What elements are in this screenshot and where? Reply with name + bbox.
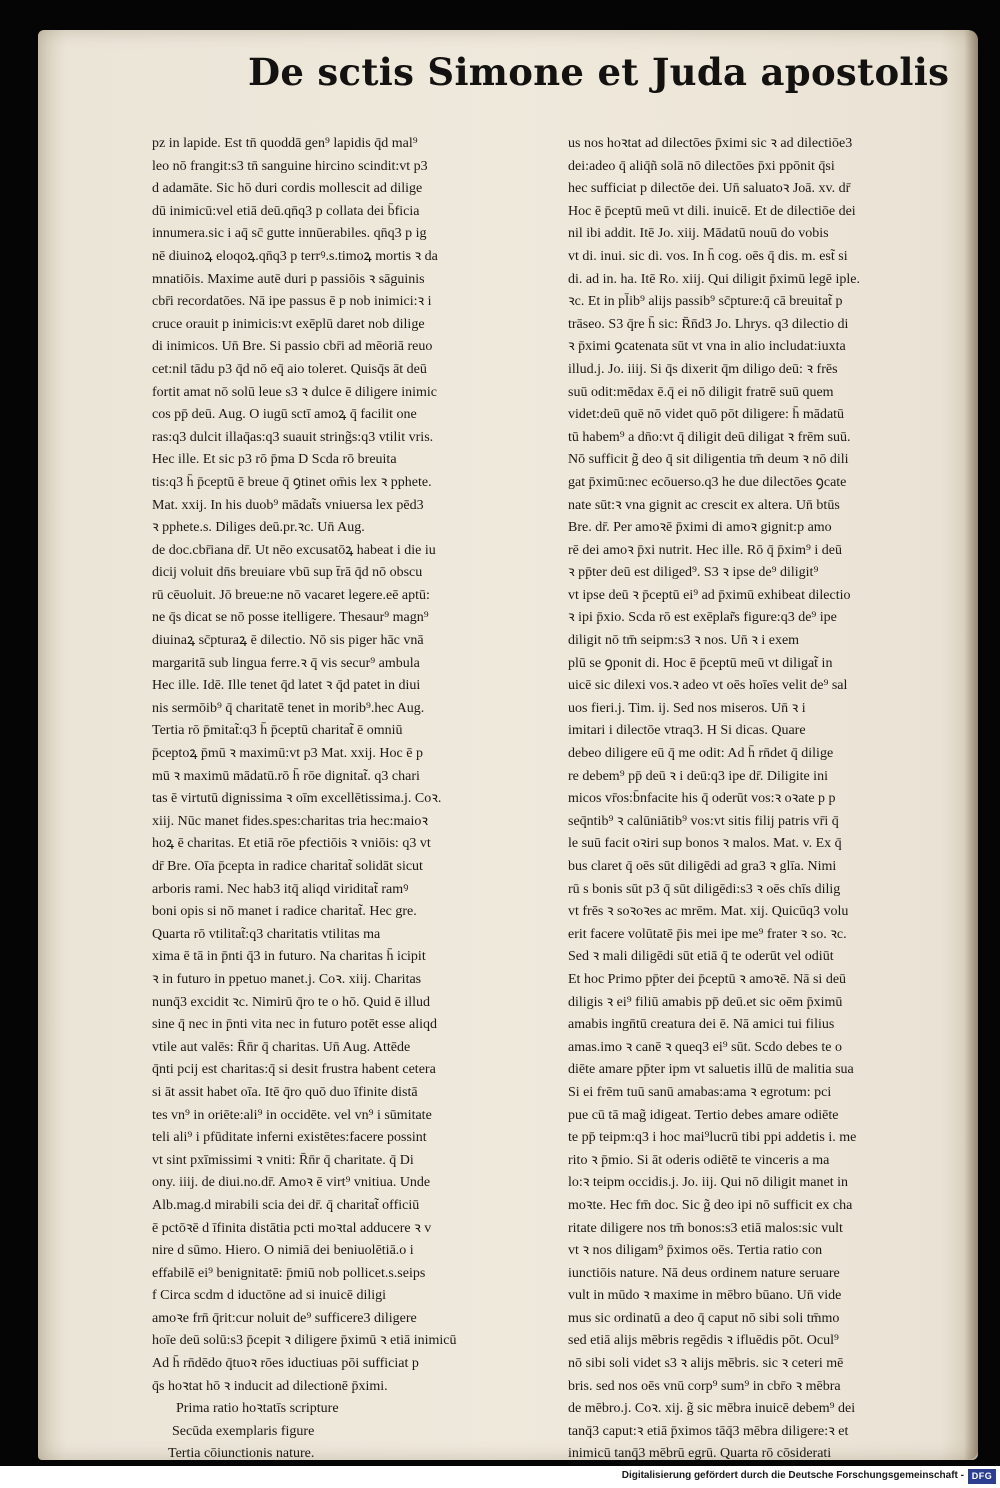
text-line: innumera.sic i aq̄ sc̄ gutte innūerabiles. qn̄q3 p ig bbox=[152, 226, 427, 242]
text-line: vt frēs ꝛ soꝛoꝛes ac mrēm. Mat. xij. Quicūq3 volu bbox=[568, 904, 849, 920]
text-line: vult in mūdo ꝛ maxime in mēbro būano. Un̄ vide bbox=[568, 1288, 842, 1304]
text-line: amoꝛe frn̄ q̄rit:cur noluit de⁹ sufficere3 diligere bbox=[152, 1310, 417, 1326]
text-line: rū cēuoluit. Jō breue:ne nō vacaret legere.eē aptū: bbox=[152, 587, 430, 603]
text-line: nō sibi soli videt s3 ꝛ alijs mēbris. sic ꝛ ceteri mē bbox=[568, 1356, 844, 1372]
text-line: ꝛ pphete.s. Diliges deū.pr.ꝛc. Un̄ Aug. bbox=[152, 520, 365, 536]
text-line: boni opis si nō manet i radice charitat̃. Hec gre. bbox=[152, 904, 417, 920]
text-line: bus claret q̄ oēs sūt diligēdi ad gra3 ꝛ glīa. Nimi bbox=[568, 859, 837, 874]
text-line: nē diuinoꝝ eloqoꝝ.qn̄q3 p terrꝰ.s.timoꝝ mortis ꝛ da bbox=[152, 248, 438, 264]
text-line: pue cū tā mag̃ idigeat. Tertio debes amare odiēte bbox=[568, 1107, 839, 1123]
text-line: fortit amat nō solū leue s3 ꝛ dulce ē diligere inimic bbox=[152, 384, 438, 400]
text-line: plū se ꝯponit di. Hoc ē p̄ceptū meū vt diligat̃ in bbox=[568, 655, 833, 671]
text-line: cruce orauit p inimicis:vt exēplū daret nob dilige bbox=[152, 316, 425, 332]
text-line: sed etiā alijs mēbris regēdis ꝛ ifluēdis pōt. Ocul⁹ bbox=[568, 1333, 839, 1349]
text-line: vtile aut valēs: R̄n̄r q̄ charitas. Un̄ Aug. Attēde bbox=[152, 1039, 411, 1055]
text-line: rito ꝛ p̄mio. Si āt oderis odiētē te vinceris a ma bbox=[568, 1152, 830, 1168]
text-line: di. ad in. ha. Itē Ro. xiij. Qui diligit p̄ximū legē iple. bbox=[568, 271, 861, 287]
text-line: hoꝝ ē charitas. Et etiā rōe pfectiōis ꝛ vniōis: q3 vt bbox=[152, 836, 431, 852]
text-line: vt di. inui. sic di. vos. In h̄ cog. oēs q̄ dis. m. est̃ si bbox=[568, 248, 848, 264]
text-line: nil ibi addit. Itē Jo. xiij. Mādatū nouū do vobis bbox=[568, 226, 829, 242]
text-line: vt ipse deū ꝛ p̄ceptū ei⁹ ad p̄ximū exhibeat dilectio bbox=[568, 587, 851, 603]
text-line: Hec ille. Et sic p3 rō p̄ma D Scda rō breuita bbox=[152, 452, 397, 468]
text-line: ē pctōꝛē d īfinita distātia pcti moꝛtal adducere ꝛ v bbox=[152, 1220, 432, 1236]
text-line: us nos hoꝛtat ad dilectōes p̄ximi sic ꝛ ad dilectiōe3 bbox=[568, 136, 853, 151]
text-line: ritate diligere nos tm̄ bonos:s3 etiā malos:sic vult bbox=[568, 1220, 843, 1236]
text-line: q̄nti pcij est charitas:q̄ si desit frustra habent cetera bbox=[152, 1062, 436, 1078]
text-line: ꝛ p̄ximi ꝯcatenata sūt vt vna in alio includat:iuxta bbox=[568, 339, 846, 355]
text-line: f Circa scdm d iductōne ad si inuicē diligi bbox=[152, 1288, 387, 1304]
text-line: videt:deū quē nō videt quō pōt diligere: h̄ mādatū bbox=[568, 407, 845, 423]
text-line: Ad h̄ rn̄dēdo q̄tuoꝛ rōes iductiuas pōi sufficiat p bbox=[152, 1356, 419, 1372]
text-line: sine q̄ nec in p̄nti vita nec in futuro potēt esse aliqd bbox=[152, 1017, 437, 1033]
text-line: mnatiōis. Maxime autē duri p passiōis ꝛ sāguinis bbox=[152, 271, 425, 287]
text-line: nunq̄3 excidit ꝛc. Nimirū q̄ro te o hō. Quid ē illud bbox=[152, 994, 431, 1010]
text-line: vt ꝛ nos diligam⁹ p̄ximos oēs. Tertia ratio con bbox=[568, 1243, 823, 1259]
text-column-right bbox=[568, 133, 958, 1466]
text-line: nire d sūmo. Hiero. O nimiā dei beniuolētiā.o i bbox=[152, 1243, 414, 1259]
text-line: di inimicos. Un̄ Bre. Si passio cbr̄i ad mēoriā reuo bbox=[152, 339, 433, 355]
text-line: micos vr̄os:b̄nfacite his q̄ oderūt vos:ꝛ oꝛate p p bbox=[568, 791, 836, 807]
text-line: de mēbro.j. Coꝛ. xij. g̃ sic mēbra inuicē debem⁹ dei bbox=[568, 1401, 856, 1417]
text-line: cbr̄i recordatōes. Nā ipe passus ē p nob inimici:ꝛ i bbox=[152, 294, 432, 310]
text-line: nate sūt:ꝛ vna gignit ac crescit ex altera. Un̄ btūs bbox=[568, 497, 840, 513]
text-line: ony. iiij. de diui.no.dr̄. Amoꝛ ē virt⁹ vnitiua. Unde bbox=[152, 1175, 431, 1191]
text-line: dū inimicū:vel etiā deū.qn̄q3 p collata dei b̄ficia bbox=[152, 203, 420, 219]
text-line: diligis ꝛ ei⁹ filiū amabis pp̄ deū.et sic oēm p̄ximū bbox=[568, 994, 843, 1010]
text-line: rē dei amoꝛ p̄xi nutrit. Hec ille. Rō q̄ p̄xim⁹ i deū bbox=[568, 542, 842, 558]
text-line: diligit nō tm̄ seipm:s3 ꝛ nos. Un̄ ꝛ i exem bbox=[568, 633, 800, 649]
text-line: d adamāte. Sic hō duri cordis mollescit ad dilige bbox=[152, 181, 423, 197]
text-line: effabilē ei⁹ benignitatē: p̄miū nob pollicet.s.seips bbox=[152, 1265, 426, 1281]
text-line: dei:adeo q̄ aliq̄ñ solā nō dilectōes p̄xi ppōnit q̄si bbox=[568, 158, 835, 174]
text-line: ꝛ ipi p̄xio. Scda rō est exēplar̃s figure:q3 de⁹ ipe bbox=[568, 610, 837, 626]
text-line: dicij voluit dn̄s breuiare vbū sup t̄rā q̄d nō obscu bbox=[152, 565, 423, 581]
text-line: amabis ingn̄tū creatura dei ē. Nā amici tui filius bbox=[568, 1017, 835, 1033]
text-line: tes vn⁹ in oriēte:ali⁹ in occidēte. vel vn⁹ i sūmitate bbox=[152, 1107, 432, 1123]
text-line: ras:q3 dulcit illaq̄as:q3 suauit string̃s:q3 vtilit vris. bbox=[152, 429, 434, 445]
text-line: iunctiōis nature. Nā deus ordinem nature seruare bbox=[568, 1265, 840, 1281]
text-line: Tertia rō p̄mitat̃:q3 h̄ p̄ceptū charitat̃ ē omniū bbox=[152, 723, 403, 739]
text-line: Nō sufficit g̃ deo q̄ sit diligentia tm̄ deum ꝛ nō dili bbox=[568, 452, 849, 468]
text-line: margaritā sub lingua ferre.ꝛ q̄ vis secur⁹ ambula bbox=[152, 655, 420, 671]
text-line: Hoc ē p̄ceptū meū vt dili. inuicē. Et de dilectiōe dei bbox=[568, 203, 856, 219]
text-line: uicē sic dilexi vos.ꝛ adeo vt oēs hoīes velit de⁹ sal bbox=[568, 678, 848, 694]
text-line: Quarta rō vtilitat̃:q3 charitatis vtilitas ma bbox=[152, 926, 381, 942]
text-line: leo nō frangit:s3 tn̄ sanguine hircino scindit:vt p3 bbox=[152, 158, 428, 174]
text-line: moꝛte. Hec fm̄ doc. Sic g̃ deo ipi nō sufficit ex cha bbox=[568, 1197, 853, 1213]
text-line: diuinaꝝ sc̄pturaꝝ ē dilectio. Nō sis piger hāc vnā bbox=[152, 633, 424, 649]
dfg-logo-icon: DFG bbox=[968, 1469, 996, 1484]
text-line: de doc.cbr̄iana dr̄. Ut nēo excusatōꝝ habeat i die iu bbox=[152, 542, 436, 558]
text-line: mus sic ordinatū a deo q̄ caput nō sibi soli tm̄mo bbox=[568, 1310, 840, 1326]
text-line: le suū facit oꝛiri sup bonos ꝛ malos. Mat. v. Ex q̄ bbox=[568, 836, 842, 852]
text-line: Si ei frēm tuū sanū amabas:ama ꝛ egrotum: pci bbox=[568, 1084, 832, 1100]
text-line: amas.imo ꝛ canē ꝛ queq3 ei⁹ sūt. Scdo debes te o bbox=[568, 1039, 842, 1055]
text-line: trāseo. S3 q̄re h̄ sic: R̄n̄d3 Jo. Lhrys. q3 dilectio di bbox=[568, 316, 849, 332]
text-line: debeo diligere eū q̄ me odit: Ad h̄ rn̄det q̄ dilige bbox=[568, 746, 834, 762]
text-line: diēte amare pp̄ter ipm vt saluetis illū de malitia sua bbox=[568, 1062, 854, 1078]
outline-item: Secūda exemplaris figure bbox=[172, 1423, 315, 1439]
text-line: teli ali⁹ i pfūditate inferni existētes:facere possint bbox=[152, 1130, 427, 1146]
text-line: tis:q3 h̄ p̄ceptū ē breue q̄ ꝯtinet om̄is lex ꝛ pphete. bbox=[152, 474, 432, 490]
text-line: suū odit:mēdax ē.q̄ ei nō diligit fratrē suū quem bbox=[568, 384, 834, 400]
text-line: Et hoc Primo pp̄ter dei p̄ceptū ꝛ amoꝛē. Nā si deū bbox=[568, 971, 847, 987]
text-line: seq̄ntib⁹ ꝛ calūniātib⁹ vos:vt sitis filij patris vr̄i q̄ bbox=[568, 813, 839, 829]
text-line: imitari i dilectōe vtraq3. H Si dicas. Quare bbox=[568, 723, 806, 739]
text-line: xiij. Nūc manet fides.spes:charitas tria hec:maioꝛ bbox=[152, 813, 429, 829]
text-line: gat p̄ximū:nec ecōuerso.q3 he due dilectōes ꝯcate bbox=[568, 474, 847, 490]
text-line: re debem⁹ pp̄ deū ꝛ i deū:q3 ipe dr̄. Diligite ini bbox=[568, 768, 828, 784]
text-line: cet:nil tādu p3 q̄d nō eq̄ aio toleret. Quisq̄s āt deū bbox=[152, 361, 427, 377]
funding-credit: Digitalisierung gefördert durch die Deutsche Forschungsgemeinschaft - bbox=[621, 1470, 964, 1481]
text-line: erit facere volūtatē p̄is mei ipe me⁹ frater ꝛ so. ꝛc. bbox=[568, 926, 847, 942]
text-line: tas ē virtutū dignissima ꝛ oīm excellētissima.j. Coꝛ. bbox=[152, 791, 442, 807]
text-line: tanq̄3 caput:ꝛ etiā p̄ximos tāq̄3 mēbra diligere:ꝛ et bbox=[568, 1423, 849, 1439]
text-line: ꝛ pp̄ter deū est diliged⁹. S3 ꝛ ipse de⁹ diligit⁹ bbox=[568, 565, 819, 581]
text-line: te pp̄ teipm:q3 i hoc mai⁹lucrū tibi ppi addetis i. me bbox=[568, 1130, 857, 1146]
text-line: q̄s hoꝛtat hō ꝛ inducit ad dilectionē p̄ximi. bbox=[152, 1378, 388, 1394]
text-line: nis sermōib⁹ q̄ charitatē tenet in morib⁹.hec Aug. bbox=[152, 700, 425, 716]
text-line: pz in lapide. Est tn̄ quoddā gen⁹ lapidis q̄d mal⁹ bbox=[152, 136, 418, 151]
outline-item: Tertia cōiunctionis nature. bbox=[168, 1446, 315, 1462]
text-line: p̄ceptoꝝ p̄mū ꝛ maximū:vt p3 Mat. xxij. Hoc ē p bbox=[152, 746, 423, 762]
spine-shadow bbox=[964, 30, 978, 1460]
footer-bar bbox=[0, 1466, 1000, 1488]
text-line: arboris rami. Nec hab3 itq̄ aliqd viriditat̃ ramꝰ bbox=[152, 881, 409, 897]
text-line: ꝛc. Et in pl̄ib⁹ alijs passib⁹ sc̄pture:q̄ cā breuitat̃ p bbox=[568, 294, 843, 310]
text-line: lo:ꝛ teipm occidis.j. Jo. iij. Qui nō diligit manet in bbox=[568, 1175, 849, 1191]
text-line: ne q̄s dicat se nō posse itelligere. Thesaur⁹ magn⁹ bbox=[152, 610, 429, 626]
text-line: inimicū tanq̄3 mēbrū egrū. Quarta rō cōsiderati bbox=[568, 1446, 832, 1462]
text-line: illud.j. Jo. iiij. Si q̄s dixerit q̄m diligo deū: ꝛ frēs bbox=[568, 361, 838, 377]
text-line: tū habem⁹ a dn̄o:vt q̄ diligit deū diligat ꝛ frēm suū. bbox=[568, 429, 851, 445]
text-column-left bbox=[152, 133, 557, 1466]
outline-item: Prima ratio hoꝛtatīs scripture bbox=[176, 1401, 339, 1417]
text-line: bris. sed nos oēs vnū corp⁹ sum⁹ in cbr̄o ꝛ mēbra bbox=[568, 1378, 841, 1394]
text-line: cos pp̄ deū. Aug. O iugū sctī amoꝝ q̄ facilit one bbox=[152, 407, 417, 423]
text-line: si āt assit habet oīa. Itē q̄ro quō duo īfinite distā bbox=[152, 1084, 418, 1100]
text-line: uos fieri.j. Tim. ij. Sed nos miseros. Un̄ ꝛ i bbox=[568, 700, 806, 716]
text-line: mū ꝛ maximū mādatū.rō h̄ rōe dignitat̃. q3 chari bbox=[152, 768, 420, 784]
text-line: vt sint pxīmissimi ꝛ vniti: R̄n̄r q̄ charitate. q̄ Di bbox=[152, 1152, 414, 1168]
text-line: ꝛ in futuro in ppetuo manet.j. Coꝛ. xiij. Charitas bbox=[152, 971, 422, 987]
text-line: xima ē tā in p̄nti q̄3 in futuro. Na charitas h̄ icipit bbox=[152, 949, 426, 965]
text-line: dr̄ Bre. Oīa p̄cepta in radice charitat̃ solidāt sicut bbox=[152, 859, 423, 874]
text-line: hec sufficiat p dilectōe dei. Un̄ saluatoꝛ Joā. xv. dr̄ bbox=[568, 181, 851, 197]
text-line: hoīe deū solū:s3 p̄cepit ꝛ diligere p̄ximū ꝛ etiā inimicū bbox=[152, 1333, 457, 1349]
text-line: rū s bonis sūt p3 q̄ sūt diligēdi:s3 ꝛ oēs chīs dilig bbox=[568, 881, 841, 897]
text-line: Hec ille. Idē. Ille tenet q̄d latet ꝛ q̄d patet in diui bbox=[152, 678, 421, 694]
running-head: De sctis Simone et Juda apostolis bbox=[248, 50, 950, 94]
text-line: Sed ꝛ mali diligēdi sūt etiā q̄ te oderūt vel odiūt bbox=[568, 949, 834, 965]
text-line: Alb.mag.d mirabili scia dei dr̄. q̄ charitat̃ officiū bbox=[152, 1197, 420, 1213]
text-line: Bre. dr̄. Per amoꝛē p̄ximi di amoꝛ gignit:p amo bbox=[568, 520, 832, 536]
text-line: Mat. xxij. In his duob⁹ mādat̃s vniuersa lex pēd3 bbox=[152, 497, 424, 513]
